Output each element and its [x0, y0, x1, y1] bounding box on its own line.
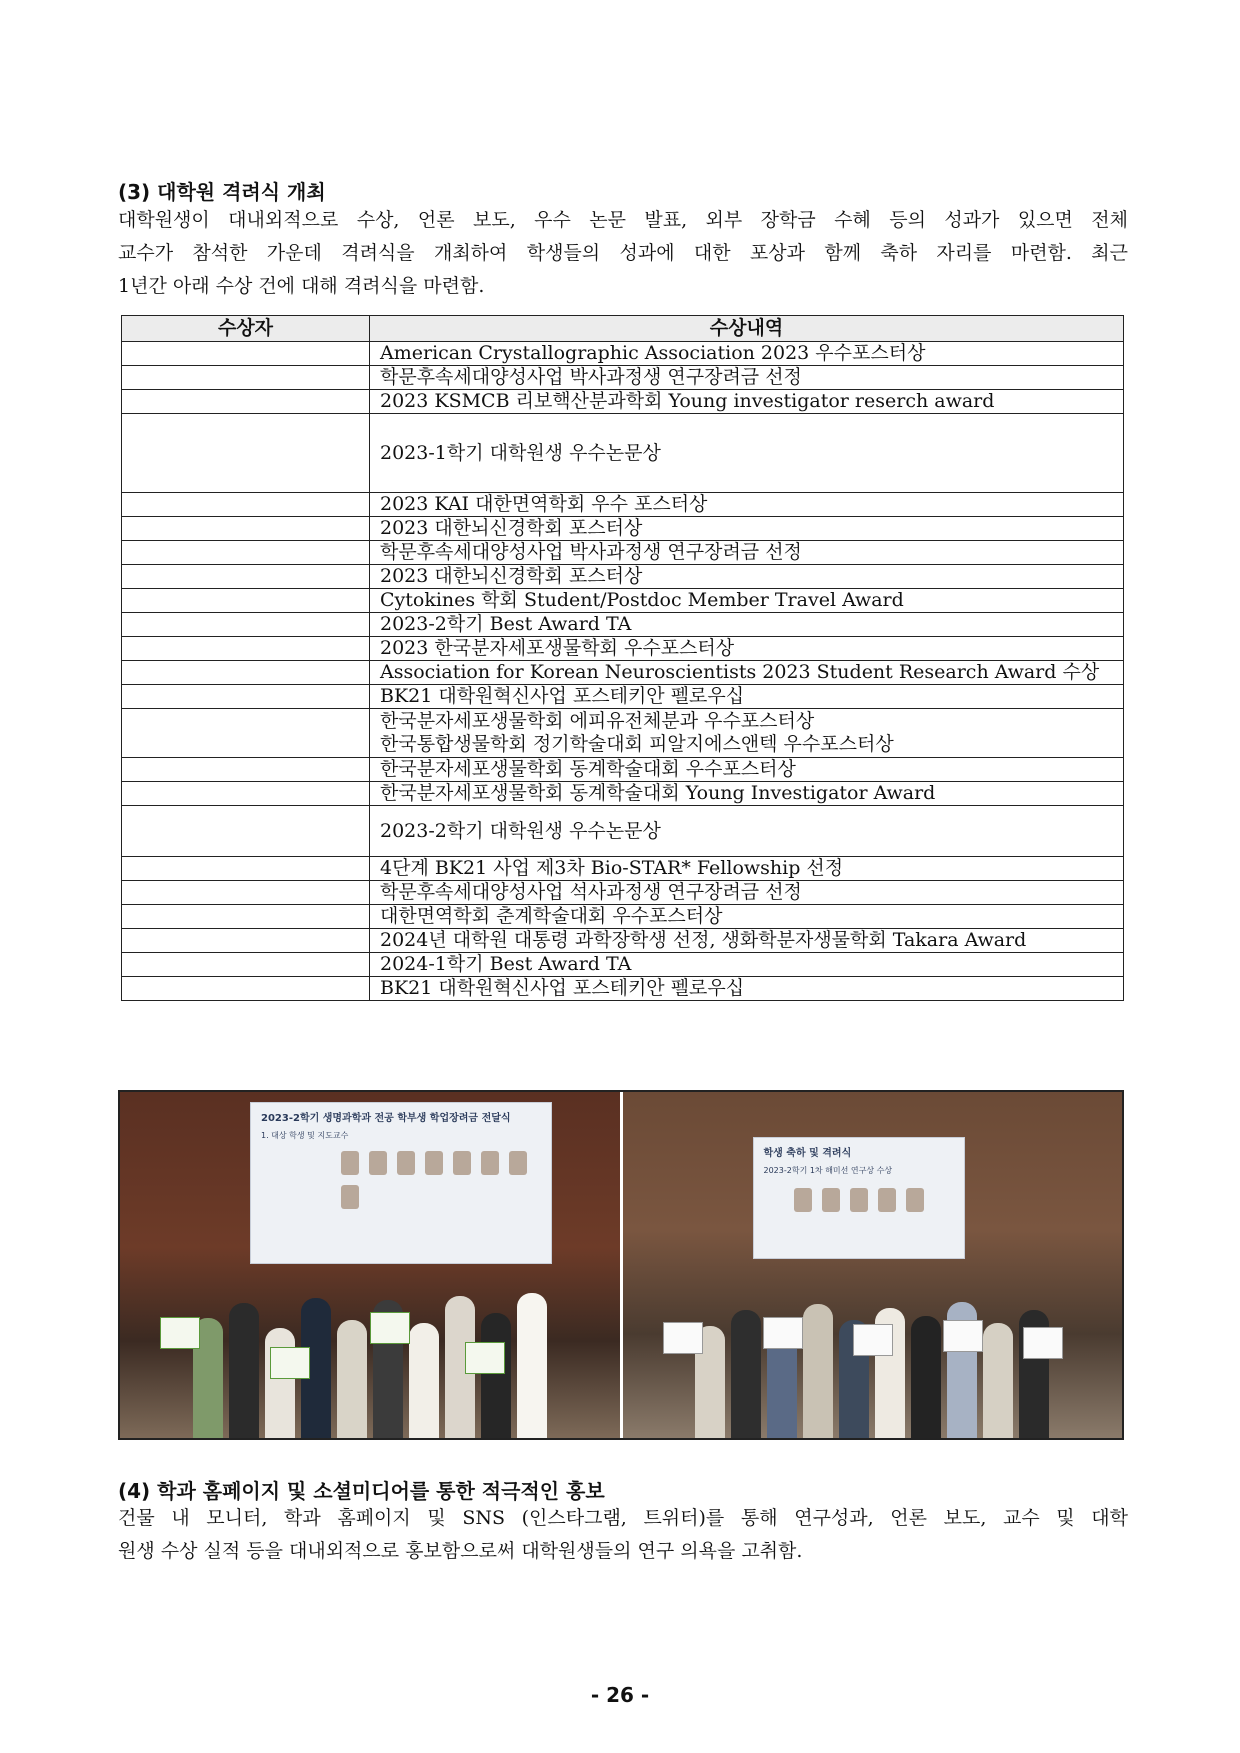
screen-subtitle: 2023-2학기 1차 해미선 연구상 수상 — [763, 1166, 893, 1175]
certificate — [853, 1324, 893, 1356]
award-cell: 2023-2학기 Best Award TA — [370, 613, 1124, 637]
screen-title: 학생 축하 및 격려식 — [763, 1148, 852, 1159]
award-cell: 학문후속세대양성사업 박사과정생 연구장려금 선정 — [370, 541, 1124, 565]
table-row — [122, 758, 1124, 782]
certificate — [1023, 1327, 1063, 1359]
projector-screen — [250, 1102, 552, 1264]
para-line: 1년간 아래 수상 건에 대해 격려식을 마련함. — [118, 275, 485, 297]
person — [911, 1316, 941, 1438]
group-of-people — [623, 1288, 1123, 1438]
table-row — [122, 541, 1124, 565]
recipient-cell — [122, 905, 370, 929]
certificate — [943, 1320, 983, 1352]
award-line: 한국분자세포생물학회 에피유전체분과 우수포스터상 — [380, 710, 815, 732]
recipient-cell — [122, 565, 370, 589]
awards-table — [121, 315, 1124, 1001]
certificate — [663, 1322, 703, 1354]
section-3-heading: (3) 대학원 격려식 개최 — [118, 180, 326, 204]
section-4-paragraph — [118, 1502, 1128, 1568]
recipient-cell — [122, 414, 370, 493]
award-cell: 학문후속세대양성사업 박사과정생 연구장려금 선정 — [370, 366, 1124, 390]
recipient-cell — [122, 390, 370, 414]
award-cell: 2023-2학기 대학원생 우수논문상 — [370, 806, 1124, 857]
column-header-recipient: 수상자 — [122, 316, 370, 342]
award-cell: 한국분자세포생물학회 동계학술대회 우수포스터상 — [370, 758, 1124, 782]
student-portrait — [425, 1151, 443, 1175]
person — [517, 1293, 547, 1438]
recipient-cell — [122, 493, 370, 517]
award-cell: 2023 KSMCB 리보핵산분과학회 Young investigator reserch award — [370, 390, 1124, 414]
table-row — [122, 366, 1124, 390]
person — [731, 1310, 761, 1438]
student-portrait — [509, 1151, 527, 1175]
recipient-cell — [122, 637, 370, 661]
certificate — [465, 1342, 505, 1374]
table-row — [122, 905, 1124, 929]
table-row — [122, 613, 1124, 637]
table-row — [122, 414, 1124, 493]
table-row — [122, 709, 1124, 758]
table-row — [122, 493, 1124, 517]
recipient-cell — [122, 977, 370, 1001]
table-header-row — [122, 316, 1124, 342]
student-portrait — [341, 1151, 359, 1175]
award-cell: 2023 KAI 대한면역학회 우수 포스터상 — [370, 493, 1124, 517]
table-row — [122, 661, 1124, 685]
table-row — [122, 953, 1124, 977]
table-row — [122, 806, 1124, 857]
award-cell: BK21 대학원혁신사업 포스테키안 펠로우십 — [370, 977, 1124, 1001]
student-portrait — [341, 1185, 359, 1209]
recipient-cell — [122, 782, 370, 806]
table-row — [122, 517, 1124, 541]
student-portrait — [878, 1188, 896, 1212]
recipient-cell — [122, 541, 370, 565]
student-portrait — [822, 1188, 840, 1212]
table-row — [122, 977, 1124, 1001]
award-cell: Cytokines 학회 Student/Postdoc Member Travel Award — [370, 589, 1124, 613]
para-line: 교수가 참석한 가운데 격려식을 개최하여 학생들의 성과에 대한 포상과 함께 축하 자리를 마련함. 최근 — [118, 242, 1128, 264]
para-line: 원생 수상 실적 등을 대내외적으로 홍보함으로써 대학원생들의 연구 의욕을 고취함. — [118, 1540, 803, 1562]
award-cell: American Crystallographic Association 2023 우수포스터상 — [370, 342, 1124, 366]
para-line: 건물 내 모니터, 학과 홈페이지 및 SNS (인스타그램, 트위터)를 통해 연구성과, 언론 보도, 교수 및 대학 — [118, 1507, 1128, 1529]
award-cell — [370, 709, 1124, 758]
student-portrait — [397, 1151, 415, 1175]
table-row — [122, 342, 1124, 366]
ceremony-photos — [118, 1090, 1124, 1440]
recipient-cell — [122, 758, 370, 782]
recipient-cell — [122, 589, 370, 613]
person — [409, 1323, 439, 1438]
page-number: - 26 - — [590, 1683, 650, 1707]
award-cell: 2024-1학기 Best Award TA — [370, 953, 1124, 977]
section-3-paragraph — [118, 204, 1128, 303]
certificate — [370, 1312, 410, 1344]
table-row — [122, 685, 1124, 709]
person — [265, 1328, 295, 1438]
person — [337, 1320, 367, 1438]
recipient-cell — [122, 342, 370, 366]
ceremony-photo-right — [620, 1092, 1123, 1438]
table-row — [122, 857, 1124, 881]
certificate — [763, 1317, 803, 1349]
table-row — [122, 565, 1124, 589]
recipient-cell — [122, 881, 370, 905]
recipient-cell — [122, 661, 370, 685]
award-cell: 2023 대한뇌신경학회 포스터상 — [370, 565, 1124, 589]
award-cell: 2023 한국분자세포생물학회 우수포스터상 — [370, 637, 1124, 661]
student-portrait — [453, 1151, 471, 1175]
para-line: 대학원생이 대내외적으로 수상, 언론 보도, 우수 논문 발표, 외부 장학금 수혜 등의 성과가 있으면 전체 — [118, 209, 1128, 231]
section-4-heading: (4) 학과 홈페이지 및 소셜미디어를 통한 적극적인 홍보 — [118, 1479, 605, 1503]
group-of-people — [120, 1288, 620, 1438]
person — [983, 1323, 1013, 1438]
recipient-cell — [122, 953, 370, 977]
screen-subtitle: 1. 대상 학생 및 지도교수 — [261, 1131, 349, 1140]
student-portrait — [794, 1188, 812, 1212]
award-cell: 학문후속세대양성사업 석사과정생 연구장려금 선정 — [370, 881, 1124, 905]
award-cell: 2023 대한뇌신경학회 포스터상 — [370, 517, 1124, 541]
award-cell: 2024년 대학원 대통령 과학장학생 선정, 생화학분자생물학회 Takara Award — [370, 929, 1124, 953]
person — [229, 1303, 259, 1438]
certificate — [160, 1317, 200, 1349]
table-row — [122, 782, 1124, 806]
recipient-cell — [122, 613, 370, 637]
recipient-cell — [122, 517, 370, 541]
award-cell: 4단계 BK21 사업 제3차 Bio-STAR* Fellowship 선정 — [370, 857, 1124, 881]
projector-screen — [753, 1137, 965, 1259]
award-cell: 한국분자세포생물학회 동계학술대회 Young Investigator Award — [370, 782, 1124, 806]
student-portrait — [850, 1188, 868, 1212]
recipient-cell — [122, 929, 370, 953]
table-row — [122, 881, 1124, 905]
recipient-cell — [122, 806, 370, 857]
ceremony-photo-left — [120, 1092, 620, 1438]
student-portrait — [369, 1151, 387, 1175]
recipient-cell — [122, 709, 370, 758]
table-row — [122, 637, 1124, 661]
recipient-cell — [122, 857, 370, 881]
award-cell: BK21 대학원혁신사업 포스테키안 펠로우십 — [370, 685, 1124, 709]
recipient-cell — [122, 685, 370, 709]
award-cell: 대한면역학회 춘계학술대회 우수포스터상 — [370, 905, 1124, 929]
award-cell: 2023-1학기 대학원생 우수논문상 — [370, 414, 1124, 493]
column-header-award: 수상내역 — [370, 316, 1124, 342]
screen-title: 2023-2학기 생명과학과 전공 학부생 학업장려금 전달식 — [261, 1113, 511, 1124]
table-row — [122, 589, 1124, 613]
award-line: 한국통합생물학회 정기학술대회 피알지에스앤텍 우수포스터상 — [380, 733, 894, 755]
student-photo-grid — [794, 1188, 954, 1212]
table-row — [122, 929, 1124, 953]
certificate — [270, 1347, 310, 1379]
student-portrait — [906, 1188, 924, 1212]
student-portrait — [481, 1151, 499, 1175]
table-row — [122, 390, 1124, 414]
award-cell: Association for Korean Neuroscientists 2023 Student Research Award 수상 — [370, 661, 1124, 685]
person — [803, 1304, 833, 1438]
recipient-cell — [122, 366, 370, 390]
person — [481, 1313, 511, 1438]
student-photo-grid — [341, 1151, 541, 1209]
